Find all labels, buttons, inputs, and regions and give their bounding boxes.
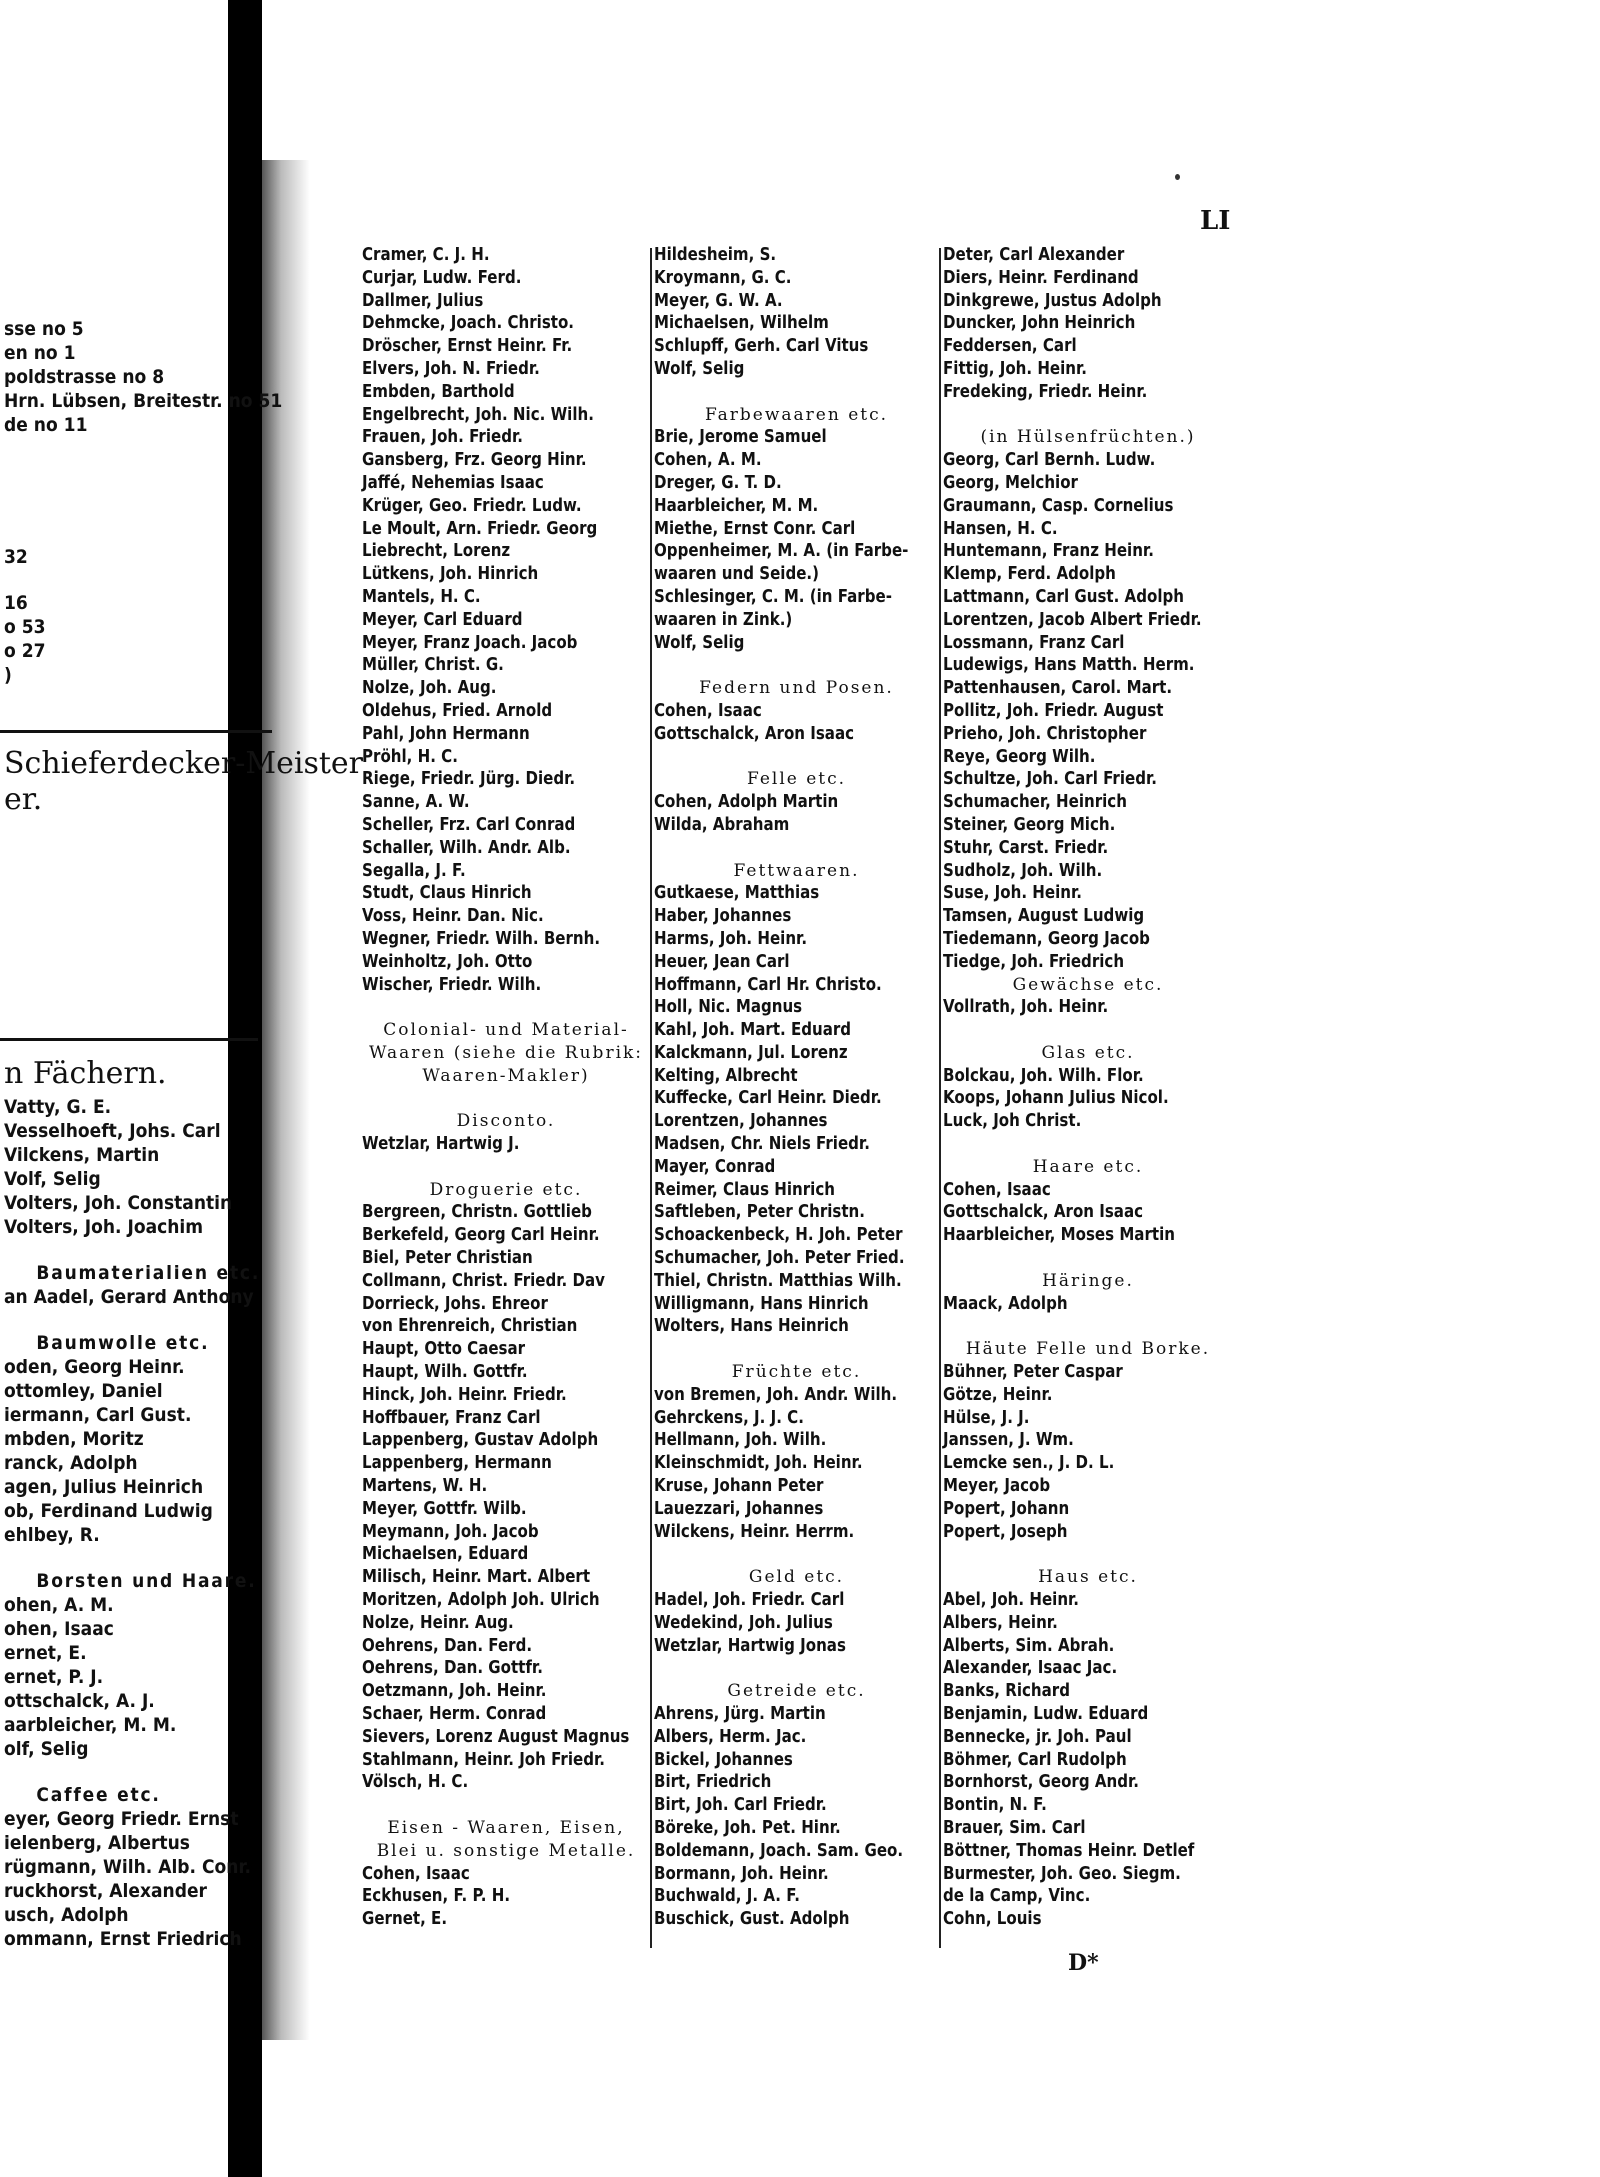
directory-entry: Buschick, Gust. Adolph <box>654 1909 850 1930</box>
left-entry: ruckhorst, Alexander <box>4 1880 207 1902</box>
section-heading: Disconto. <box>456 1111 556 1132</box>
directory-entry: Hildesheim, S. <box>654 245 777 265</box>
directory-entry: Studt, Claus Hinrich <box>362 883 532 904</box>
directory-entry: Cohen, Adolph Martin <box>654 792 839 813</box>
directory-entry: Bergreen, Christn. Gottlieb <box>362 1202 592 1223</box>
directory-entry: Lemcke sen., J. D. L. <box>943 1453 1115 1474</box>
directory-entry: Hoffbauer, Franz Carl <box>362 1407 541 1428</box>
spacer <box>943 1133 1233 1156</box>
directory-entry: Boldemann, Joach. Sam. Geo. <box>654 1840 904 1861</box>
directory-entry: Schlesinger, C. M. (in Farbe- <box>654 586 892 607</box>
directory-entry: Dröscher, Ernst Heinr. Fr. <box>362 336 573 357</box>
left-page-fragment <box>0 160 364 2010</box>
directory-entry: Dorrieck, Johs. Ehreor <box>362 1293 548 1314</box>
directory-entry: Meyer, Gottfr. Wilb. <box>362 1498 527 1519</box>
left-entry: olf, Selig <box>4 1738 89 1760</box>
directory-entry: Duncker, John Heinrich <box>943 313 1136 334</box>
section-heading: Felle etc. <box>746 769 847 790</box>
directory-entry: Kleinschmidt, Joh. Heinr. <box>654 1453 863 1474</box>
directory-entry: Michaelsen, Wilhelm <box>654 313 829 334</box>
directory-entry: Stuhr, Carst. Friedr. <box>943 837 1109 858</box>
left-entry: 32 <box>4 546 28 568</box>
left-entry: oden, Georg Heinr. <box>4 1356 185 1378</box>
directory-entry: Sievers, Lorenz August Magnus <box>362 1726 630 1747</box>
directory-entry: Popert, Joseph <box>943 1521 1068 1542</box>
directory-entry: Schaller, Wilh. Andr. Alb. <box>362 837 571 858</box>
left-heading: n Fächern. <box>4 1056 167 1091</box>
directory-entry: Oehrens, Dan. Gottfr. <box>362 1658 543 1679</box>
directory-entry: Koops, Johann Julius Nicol. <box>943 1088 1169 1109</box>
directory-column-3 <box>943 244 1233 1931</box>
section-heading: Häringe. <box>1042 1270 1134 1291</box>
directory-entry: Pollitz, Joh. Friedr. August <box>943 700 1164 721</box>
spacer <box>654 654 939 677</box>
spacer <box>654 746 939 769</box>
directory-entry: Kahl, Joh. Mart. Eduard <box>654 1020 852 1041</box>
directory-entry: Albers, Herm. Jac. <box>654 1726 807 1747</box>
directory-entry: Birt, Friedrich <box>654 1772 772 1793</box>
section-heading: Blei u. sonstige Metalle. <box>376 1840 636 1861</box>
directory-entry: Lossmann, Franz Carl <box>943 632 1125 653</box>
directory-entry: Cohn, Louis <box>943 1909 1042 1930</box>
section-heading: Waaren (siehe die Rubrik: <box>368 1042 644 1063</box>
directory-entry: Lattmann, Carl Gust. Adolph <box>943 586 1184 607</box>
directory-entry: Hoffmann, Carl Hr. Christo. <box>654 974 882 995</box>
directory-entry: Voss, Heinr. Dan. Nic. <box>362 906 544 927</box>
section-heading: Geld etc. <box>748 1567 845 1588</box>
directory-entry: Fredeking, Friedr. Heinr. <box>943 381 1148 402</box>
left-entry: Volf, Selig <box>4 1168 101 1190</box>
section-heading: Haare etc. <box>1032 1156 1144 1177</box>
directory-entry: Wegner, Friedr. Wilh. Bernh. <box>362 928 601 949</box>
left-entry: ranck, Adolph <box>4 1452 138 1474</box>
directory-entry: Janssen, J. Wm. <box>943 1430 1074 1451</box>
spacer <box>943 1247 1233 1270</box>
directory-entry: waaren und Seide.) <box>654 564 820 585</box>
directory-entry: Hinck, Joh. Heinr. Friedr. <box>362 1384 567 1405</box>
directory-entry: Brie, Jerome Samuel <box>654 427 827 448</box>
section-heading: Federn und Posen. <box>699 678 894 699</box>
directory-entry: Collmann, Christ. Friedr. Dav <box>362 1270 605 1291</box>
directory-entry: Kuffecke, Carl Heinr. Diedr. <box>654 1088 882 1109</box>
directory-entry: von Bremen, Joh. Andr. Wilh. <box>654 1384 898 1405</box>
directory-entry: Haupt, Otto Caesar <box>362 1339 526 1360</box>
directory-entry: Liebrecht, Lorenz <box>362 541 511 562</box>
left-entry: Vatty, G. E. <box>4 1096 112 1118</box>
directory-entry: Reimer, Claus Hinrich <box>654 1179 835 1200</box>
directory-entry: Lorentzen, Jacob Albert Friedr. <box>943 609 1202 630</box>
directory-entry: Feddersen, Carl <box>943 336 1077 357</box>
left-entry: de no 11 <box>4 414 88 436</box>
left-entry: 16 <box>4 592 28 614</box>
directory-entry: Popert, Johann <box>943 1498 1070 1519</box>
directory-entry: Georg, Melchior <box>943 472 1078 493</box>
directory-entry: Meyer, G. W. A. <box>654 290 783 311</box>
directory-entry: Albers, Heinr. <box>943 1612 1058 1633</box>
directory-entry: Ahrens, Jürg. Martin <box>654 1704 826 1724</box>
section-heading: Eisen - Waaren, Eisen, <box>387 1817 625 1838</box>
directory-entry: Holl, Nic. Magnus <box>654 997 803 1018</box>
directory-entry: Vollrath, Joh. Heinr. <box>943 997 1109 1018</box>
directory-entry: Reye, Georg Wilh. <box>943 746 1096 767</box>
directory-entry: Haarbleicher, Moses Martin <box>943 1225 1175 1246</box>
directory-entry: Wolters, Hans Heinrich <box>654 1316 849 1337</box>
directory-entry: Gehrckens, J. J. C. <box>654 1407 804 1428</box>
directory-entry: Lappenberg, Gustav Adolph <box>362 1430 599 1451</box>
directory-entry: Götze, Heinr. <box>943 1384 1053 1405</box>
directory-entry: Suse, Joh. Heinr. <box>943 883 1082 904</box>
directory-entry: Cohen, Isaac <box>654 700 762 721</box>
left-entry: ernet, E. <box>4 1642 87 1664</box>
directory-entry: Haarbleicher, M. M. <box>654 495 819 516</box>
directory-entry: Madsen, Chr. Niels Friedr. <box>654 1134 870 1155</box>
left-section-heading: Baumwolle etc. <box>36 1332 210 1354</box>
spacer <box>654 1338 939 1361</box>
directory-column-2 <box>654 244 939 1931</box>
directory-entry: Gottschalck, Aron Isaac <box>654 723 855 744</box>
left-entry: rügmann, Wilh. Alb. Conr. <box>4 1856 251 1878</box>
signature-mark: D* <box>1068 1950 1099 1976</box>
directory-entry: Kalckmann, Jul. Lorenz <box>654 1042 848 1063</box>
directory-entry: Biel, Peter Christian <box>362 1248 533 1269</box>
directory-entry: Segalla, J. F. <box>362 860 466 881</box>
directory-entry: Hülse, J. J. <box>943 1407 1030 1428</box>
section-heading: Farbewaaren etc. <box>704 404 889 425</box>
directory-entry: Bontin, N. F. <box>943 1795 1047 1816</box>
directory-entry: Sudholz, Joh. Wilh. <box>943 860 1103 881</box>
directory-entry: Dallmer, Julius <box>362 290 484 311</box>
directory-entry: Nolze, Joh. Aug. <box>362 678 497 699</box>
left-entry: ottschalck, A. J. <box>4 1690 155 1712</box>
directory-entry: Banks, Richard <box>943 1681 1071 1702</box>
section-heading: Waaren-Makler) <box>422 1065 590 1086</box>
section-heading: Früchte etc. <box>731 1362 862 1383</box>
left-entry: ielenberg, Albertus <box>4 1832 190 1854</box>
left-entry: o 53 <box>4 616 46 638</box>
directory-entry: Berkefeld, Georg Carl Heinr. <box>362 1225 600 1246</box>
left-rule-1 <box>0 730 272 733</box>
directory-entry: Tiedemann, Georg Jacob <box>943 928 1150 949</box>
directory-entry: Dinkgrewe, Justus Adolph <box>943 290 1162 311</box>
directory-entry: Hansen, H. C. <box>943 518 1058 539</box>
directory-entry: Willigmann, Hans Hinrich <box>654 1293 869 1314</box>
directory-entry: Harms, Joh. Heinr. <box>654 928 808 949</box>
left-entry: ohen, A. M. <box>4 1594 114 1616</box>
directory-entry: Lorentzen, Johannes <box>654 1111 828 1132</box>
directory-entry: Scheller, Frz. Carl Conrad <box>362 814 576 835</box>
spacer <box>943 1543 1233 1566</box>
left-entry: aarbleicher, M. M. <box>4 1714 177 1736</box>
directory-entry: Buchwald, J. A. F. <box>654 1886 800 1907</box>
directory-entry: Gansberg, Frz. Georg Hinr. <box>362 450 587 471</box>
directory-entry: Cohen, Isaac <box>362 1863 470 1884</box>
directory-entry: Lütkens, Joh. Hinrich <box>362 564 539 585</box>
spacer <box>362 1087 650 1110</box>
directory-entry: Nolze, Heinr. Aug. <box>362 1612 514 1633</box>
directory-entry: Bornhorst, Georg Andr. <box>943 1772 1139 1793</box>
directory-entry: Georg, Carl Bernh. Ludw. <box>943 450 1156 471</box>
directory-entry: Bickel, Johannes <box>654 1749 793 1770</box>
directory-entry: Milisch, Heinr. Mart. Albert <box>362 1567 591 1588</box>
directory-entry: Krüger, Geo. Friedr. Ludw. <box>362 495 582 516</box>
left-entry: o 27 <box>4 640 46 662</box>
directory-entry: Wolf, Selig <box>654 358 745 379</box>
section-heading: Haus etc. <box>1038 1567 1138 1588</box>
directory-entry: Diers, Heinr. Ferdinand <box>943 267 1139 288</box>
directory-entry: Michaelsen, Eduard <box>362 1544 529 1565</box>
directory-entry: Stahlmann, Heinr. Joh Friedr. <box>362 1749 605 1770</box>
directory-entry: Weinholtz, Joh. Otto <box>362 951 533 972</box>
directory-entry: Böhmer, Carl Rudolph <box>943 1749 1127 1770</box>
directory-entry: Wilda, Abraham <box>654 814 790 835</box>
directory-entry: Fittig, Joh. Heinr. <box>943 358 1088 379</box>
directory-entry: Hadel, Joh. Friedr. Carl <box>654 1590 845 1611</box>
directory-entry: Wedekind, Joh. Julius <box>654 1612 833 1633</box>
directory-entry: Dehmcke, Joach. Christo. <box>362 313 575 334</box>
spacer <box>362 1156 650 1179</box>
column-divider-1 <box>650 248 652 1948</box>
left-entry: an Aadel, Gerard Anthony <box>4 1286 254 1308</box>
spacer <box>654 837 939 860</box>
directory-entry: Pahl, John Hermann <box>362 723 530 744</box>
directory-entry: Böreke, Joh. Pet. Hinr. <box>654 1817 841 1838</box>
directory-entry: Riege, Friedr. Jürg. Diedr. <box>362 769 576 790</box>
directory-entry: Oehrens, Dan. Ferd. <box>362 1635 533 1656</box>
directory-entry: Abel, Joh. Heinr. <box>943 1590 1080 1611</box>
directory-entry: Bolckau, Joh. Wilh. Flor. <box>943 1065 1144 1086</box>
left-entry: ehlbey, R. <box>4 1524 100 1546</box>
directory-entry: Meyer, Jacob <box>943 1476 1051 1497</box>
directory-entry: Embden, Barthold <box>362 381 515 402</box>
section-heading: (in Hülsenfrüchten.) <box>980 427 1196 448</box>
directory-entry: Cohen, Isaac <box>943 1179 1051 1200</box>
directory-entry: Schlupff, Gerh. Carl Vitus <box>654 336 869 357</box>
left-rule-2 <box>0 1038 258 1041</box>
spacer <box>943 1019 1233 1042</box>
directory-entry: Ludewigs, Hans Matth. Herm. <box>943 655 1195 676</box>
directory-entry: Jaffé, Nehemias Isaac <box>362 472 544 493</box>
directory-entry: Sanne, A. W. <box>362 792 470 813</box>
directory-entry: Oppenheimer, M. A. (in Farbe- <box>654 541 909 562</box>
left-entry: ottomley, Daniel <box>4 1380 163 1402</box>
directory-entry: Meyer, Carl Eduard <box>362 609 523 630</box>
left-entry: ) <box>4 664 12 686</box>
section-heading: Fettwaaren. <box>733 860 860 881</box>
directory-entry: Gernet, E. <box>362 1909 448 1930</box>
directory-entry: Huntemann, Franz Heinr. <box>943 541 1154 562</box>
directory-entry: Kruse, Johann Peter <box>654 1476 824 1497</box>
directory-entry: Saftleben, Peter Christn. <box>654 1202 865 1223</box>
directory-entry: Cohen, A. M. <box>654 450 762 471</box>
directory-entry: Dreger, G. T. D. <box>654 472 782 493</box>
left-entry: en no 1 <box>4 342 76 364</box>
section-heading: Gewächse etc. <box>1012 974 1164 995</box>
directory-entry: Deter, Carl Alexander <box>943 245 1125 265</box>
left-entry: sse no 5 <box>4 318 84 340</box>
directory-entry: Maack, Adolph <box>943 1293 1068 1314</box>
directory-entry: de la Camp, Vinc. <box>943 1886 1091 1907</box>
left-entry: iermann, Carl Gust. <box>4 1404 192 1426</box>
directory-entry: Alexander, Isaac Jac. <box>943 1658 1118 1679</box>
left-section-heading: Borsten und Haare. <box>36 1570 257 1592</box>
directory-entry: Heuer, Jean Carl <box>654 951 790 972</box>
directory-entry: Bühner, Peter Caspar <box>943 1362 1123 1383</box>
left-section-heading: Caffee etc. <box>36 1784 161 1806</box>
section-heading: Droguerie etc. <box>429 1179 583 1200</box>
directory-entry: Schoackenbeck, H. Joh. Peter <box>654 1225 903 1246</box>
directory-entry: Wischer, Friedr. Wilh. <box>362 974 542 995</box>
column-divider-2 <box>939 248 941 1948</box>
left-section-heading: Baumaterialien etc. <box>36 1262 261 1284</box>
directory-entry: Elvers, Joh. N. Friedr. <box>362 358 540 379</box>
directory-entry: Gutkaese, Matthias <box>654 883 820 904</box>
left-entry: ob, Ferdinand Ludwig <box>4 1500 213 1522</box>
directory-entry: waaren in Zink.) <box>654 609 793 630</box>
directory-entry: Prieho, Joh. Christopher <box>943 723 1147 744</box>
directory-entry: Haber, Johannes <box>654 906 792 927</box>
directory-entry: Kroymann, G. C. <box>654 267 792 288</box>
directory-entry: Steiner, Georg Mich. <box>943 814 1116 835</box>
left-entry: Volters, Joh. Constantin <box>4 1192 233 1214</box>
directory-entry: Brauer, Sim. Carl <box>943 1817 1086 1838</box>
directory-entry: Bormann, Joh. Heinr. <box>654 1863 829 1884</box>
directory-entry: Böttner, Thomas Heinr. Detlef <box>943 1840 1195 1861</box>
directory-entry: Frauen, Joh. Friedr. <box>362 427 523 448</box>
directory-entry: Wetzlar, Hartwig Jonas <box>654 1635 846 1656</box>
spacer <box>654 381 939 404</box>
directory-entry: Haupt, Wilh. Gottfr. <box>362 1362 528 1383</box>
spacer <box>362 1794 650 1817</box>
directory-entry: Curjar, Ludw. Ferd. <box>362 267 522 288</box>
directory-entry: Luck, Joh Christ. <box>943 1111 1082 1132</box>
directory-entry: Klemp, Ferd. Adolph <box>943 564 1116 585</box>
directory-entry: Schaer, Herm. Conrad <box>362 1704 547 1724</box>
directory-entry: Le Moult, Arn. Friedr. Georg <box>362 518 598 539</box>
directory-entry: Wetzlar, Hartwig J. <box>362 1134 520 1155</box>
section-heading: Glas etc. <box>1041 1042 1135 1063</box>
directory-entry: Miethe, Ernst Conr. Carl <box>654 518 856 539</box>
directory-entry: Schumacher, Joh. Peter Fried. <box>654 1248 905 1269</box>
directory-entry: Wolf, Selig <box>654 632 745 653</box>
directory-entry: von Ehrenreich, Christian <box>362 1316 578 1337</box>
section-heading: Colonial- und Material- <box>383 1020 629 1041</box>
directory-entry: Pattenhausen, Carol. Mart. <box>943 678 1173 699</box>
directory-entry: Benjamin, Ludw. Eduard <box>943 1704 1149 1724</box>
directory-entry: Lauezzari, Johannes <box>654 1498 824 1519</box>
directory-entry: Mantels, H. C. <box>362 586 481 607</box>
directory-column-1 <box>362 244 650 1931</box>
directory-entry: Wilckens, Heinr. Herrm. <box>654 1521 855 1542</box>
left-entry: eyer, Georg Friedr. Ernst <box>4 1808 239 1830</box>
directory-entry: Alberts, Sim. Abrah. <box>943 1635 1115 1656</box>
left-entry: Vilckens, Martin <box>4 1144 160 1166</box>
left-heading: er. <box>4 782 43 817</box>
directory-entry: Meyer, Franz Joach. Jacob <box>362 632 578 653</box>
directory-entry: Meymann, Joh. Jacob <box>362 1521 539 1542</box>
left-entry: usch, Adolph <box>4 1904 129 1926</box>
directory-entry: Thiel, Christn. Matthias Wilh. <box>654 1270 902 1291</box>
directory-entry: Eckhusen, F. P. H. <box>362 1886 511 1907</box>
directory-entry: Graumann, Casp. Cornelius <box>943 495 1174 516</box>
left-entry: Volters, Joh. Joachim <box>4 1216 204 1238</box>
left-entry: ernet, P. J. <box>4 1666 104 1688</box>
directory-entry: Lappenberg, Hermann <box>362 1453 552 1474</box>
directory-entry: Völsch, H. C. <box>362 1772 469 1793</box>
directory-entry: Burmester, Joh. Geo. Siegm. <box>943 1863 1181 1884</box>
directory-entry: Hellmann, Joh. Wilh. <box>654 1430 827 1451</box>
directory-entry: Moritzen, Adolph Joh. Ulrich <box>362 1590 600 1611</box>
left-entry: Hrn. Lübsen, Breitestr. no 51 <box>4 390 283 412</box>
left-entry: agen, Julius Heinrich <box>4 1476 204 1498</box>
directory-entry: Bennecke, jr. Joh. Paul <box>943 1726 1132 1747</box>
directory-entry: Tiedge, Joh. Friedrich <box>943 951 1125 972</box>
left-entry: ommann, Ernst Friedrich <box>4 1928 242 1950</box>
spacer <box>654 1657 939 1680</box>
directory-entry: Birt, Joh. Carl Friedr. <box>654 1795 827 1816</box>
spacer <box>362 996 650 1019</box>
directory-entry: Mayer, Conrad <box>654 1156 776 1177</box>
spacer <box>943 404 1233 427</box>
directory-entry: Gottschalck, Aron Isaac <box>943 1202 1144 1223</box>
directory-entry: Kelting, Albrecht <box>654 1065 798 1086</box>
directory-entry: Cramer, C. J. H. <box>362 245 490 265</box>
directory-entry: Müller, Christ. G. <box>362 655 504 676</box>
directory-entry: Tamsen, August Ludwig <box>943 906 1145 927</box>
directory-entry: Engelbrecht, Joh. Nic. Wilh. <box>362 404 594 425</box>
directory-entry: Schumacher, Heinrich <box>943 792 1127 813</box>
section-heading: Häute Felle und Borke. <box>965 1339 1211 1360</box>
left-entry: poldstrasse no 8 <box>4 366 165 388</box>
left-entry: Vesselhoeft, Johs. Carl <box>4 1120 221 1142</box>
ink-dot <box>1175 174 1180 180</box>
directory-entry: Pröhl, H. C. <box>362 746 458 767</box>
left-heading: Schieferdecker-Meister <box>4 746 364 781</box>
directory-entry: Oldehus, Fried. Arnold <box>362 700 553 721</box>
page-number: LI <box>1200 206 1231 236</box>
left-entry: ohen, Isaac <box>4 1618 114 1640</box>
directory-entry: Martens, W. H. <box>362 1476 488 1497</box>
directory-entry: Oetzmann, Joh. Heinr. <box>362 1681 547 1702</box>
directory-entry: Schultze, Joh. Carl Friedr. <box>943 769 1157 790</box>
spacer <box>943 1315 1233 1338</box>
section-heading: Getreide etc. <box>727 1681 866 1702</box>
left-entry: mbden, Moritz <box>4 1428 144 1450</box>
spacer <box>654 1543 939 1566</box>
